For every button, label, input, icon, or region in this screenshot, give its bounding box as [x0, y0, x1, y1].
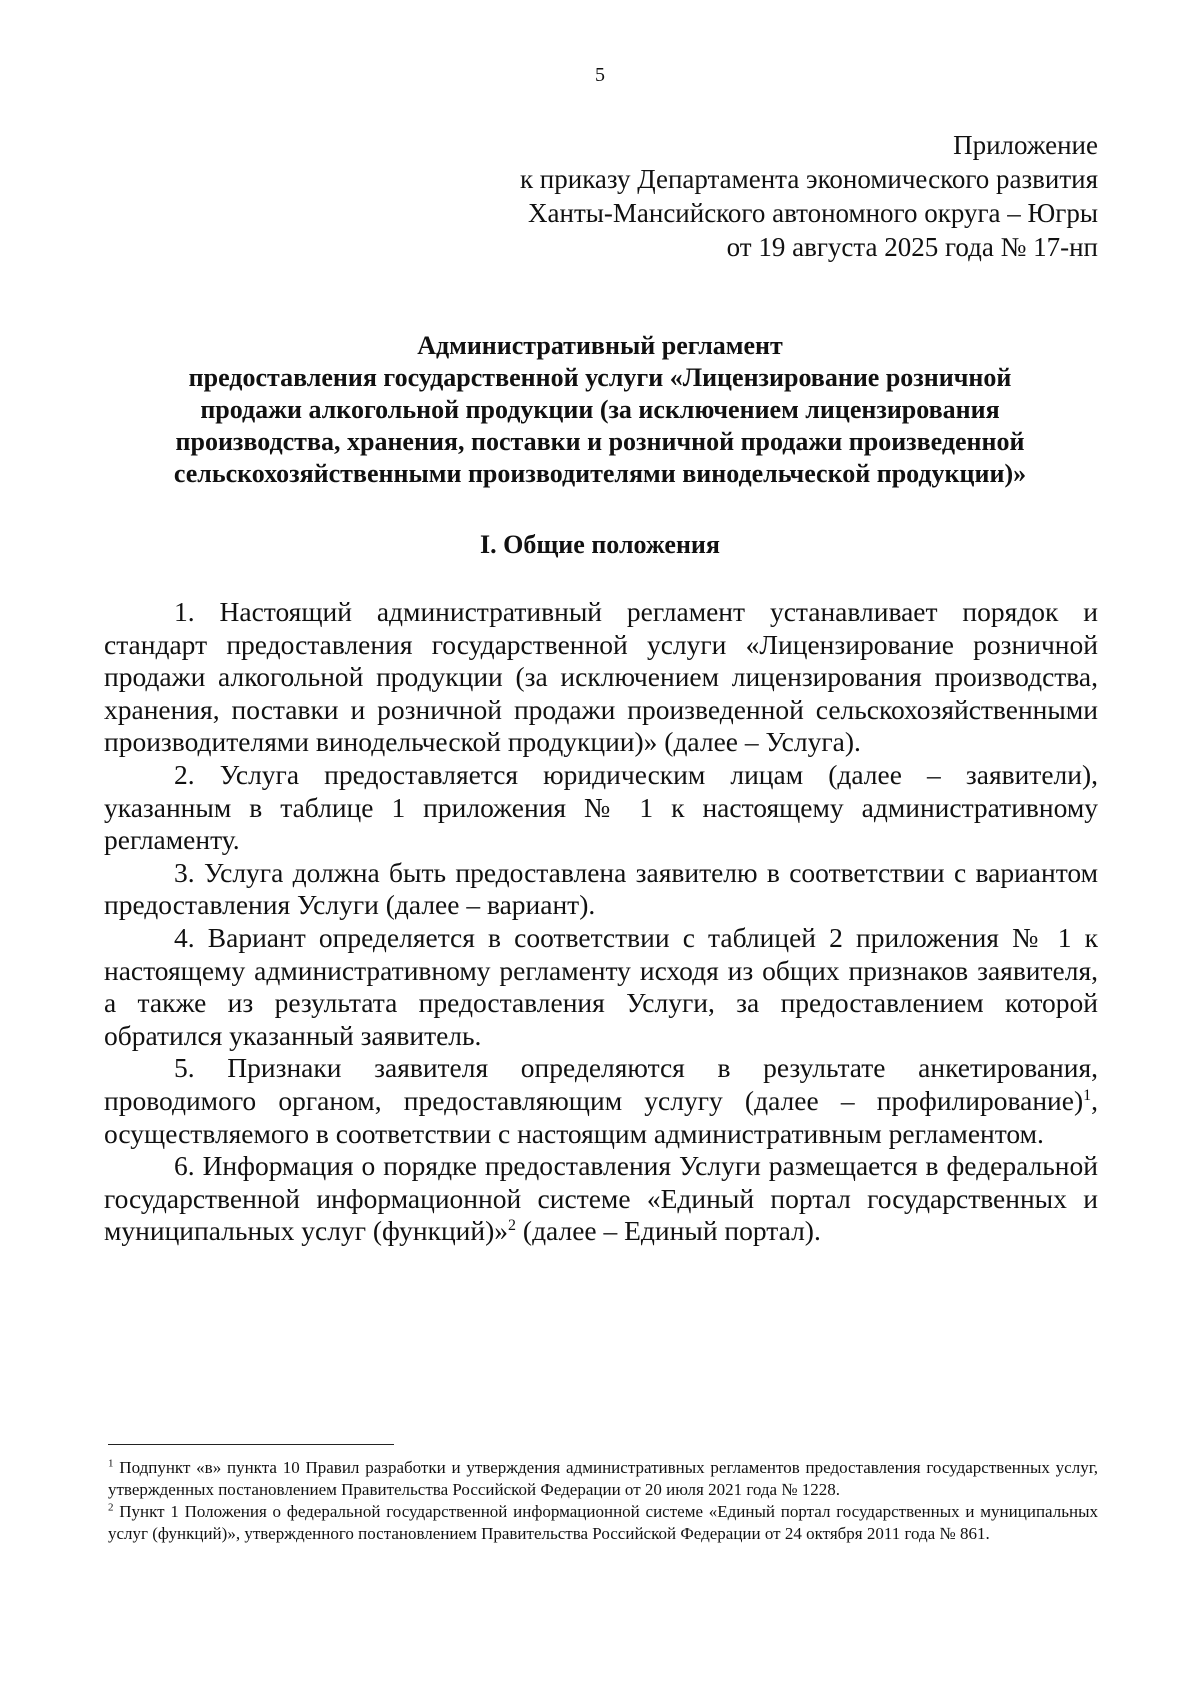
document-title — [100, 330, 1100, 490]
title-line: предоставления государственной услуги «Лицензирование розничной — [188, 363, 1012, 392]
footnote-mark-1: 1 — [108, 1457, 114, 1470]
title-line: производства, хранения, поставки и розничной продажи произведенной — [175, 427, 1025, 456]
paragraph-6-text: 6. Информация о порядке предоставления Услуги размещается в федеральной государственной информационной системе «Единый портал государственных и муниципальных услуг (функций)» — [104, 1150, 1098, 1247]
footnote-separator — [108, 1444, 394, 1445]
paragraph-4: 4. Вариант определяется в соответствии с таблицей 2 приложения № 1 к настоящему административному регламенту исходя из общих признаков заявителя, а также из результата предоставления Услуги, за предоставлением которой обратился указанный заявитель. — [104, 921, 1098, 1051]
paragraph-5-text: 5. Признаки заявителя определяются в результате анкетирования, проводимого органом, предоставляющим услугу (далее – профилирование) — [104, 1052, 1098, 1116]
paragraph-1: 1. Настоящий административный регламент устанавливает порядок и стандарт предоставления государственной услуги «Лицензирование розничной продажи алкогольной продукции (за исключением лицензирования производства, хранения, поставки и розничной продажи произведенной сельскохозяйственными производителями винодельческой продукции)» (далее – Услуга). — [104, 596, 1098, 758]
title-line: Административный регламент — [417, 331, 783, 360]
paragraph-6-text: (далее – Единый портал). — [516, 1215, 821, 1247]
paragraph-5-text: , осуществляемого в соответствии с настоящим административным регламентом. — [104, 1084, 1098, 1149]
paragraph-6 — [104, 1150, 1098, 1248]
footnote-reference-2: 2 — [508, 1217, 517, 1235]
footnotes — [108, 1457, 1098, 1545]
appendix-line: Ханты-Мансийского автономного округа – Югры — [528, 198, 1098, 228]
footnote-mark-2: 2 — [108, 1501, 114, 1514]
appendix-line: Приложение — [953, 130, 1098, 160]
footnote-2-text: Пункт 1 Положения о федеральной государственной информационной системе «Единый портал государственных и муниципальных услуг (функций)», утвержденного постановлением Правительства Российской Федерации от 24 октября 2011 года № 861. — [108, 1502, 1098, 1543]
title-line: продажи алкогольной продукции (за исключением лицензирования — [200, 395, 1000, 424]
page-number: 5 — [595, 64, 605, 86]
footnote-1-text: Подпункт «в» пункта 10 Правил разработки и утверждения административных регламентов предоставления государственных услуг, утвержденных постановлением Правительства Российской Федерации от 20 июля 2021 года № 1228. — [108, 1458, 1098, 1499]
title-line: сельскохозяйственными производителями винодельческой продукции)» — [173, 459, 1027, 488]
appendix-line: к приказу Департамента экономического развития — [519, 164, 1098, 194]
footnote-reference-1: 1 — [1083, 1086, 1092, 1104]
section-heading: I. Общие положения — [480, 530, 720, 559]
footnote-1 — [108, 1457, 1098, 1501]
paragraph-3: 3. Услуга должна быть предоставлена заявителю в соответствии с вариантом предоставления Услуги (далее – вариант). — [104, 856, 1098, 921]
body-text — [104, 596, 1098, 1248]
footnote-2 — [108, 1501, 1098, 1545]
appendix-header — [520, 128, 1098, 264]
paragraph-2: 2. Услуга предоставляется юридическим лицам (далее – заявители), указанным в таблице 1 приложения № 1 к настоящему административному регламенту. — [104, 758, 1098, 856]
paragraph-5 — [104, 1052, 1098, 1150]
appendix-line: от 19 августа 2025 года № 17-нп — [726, 232, 1098, 262]
